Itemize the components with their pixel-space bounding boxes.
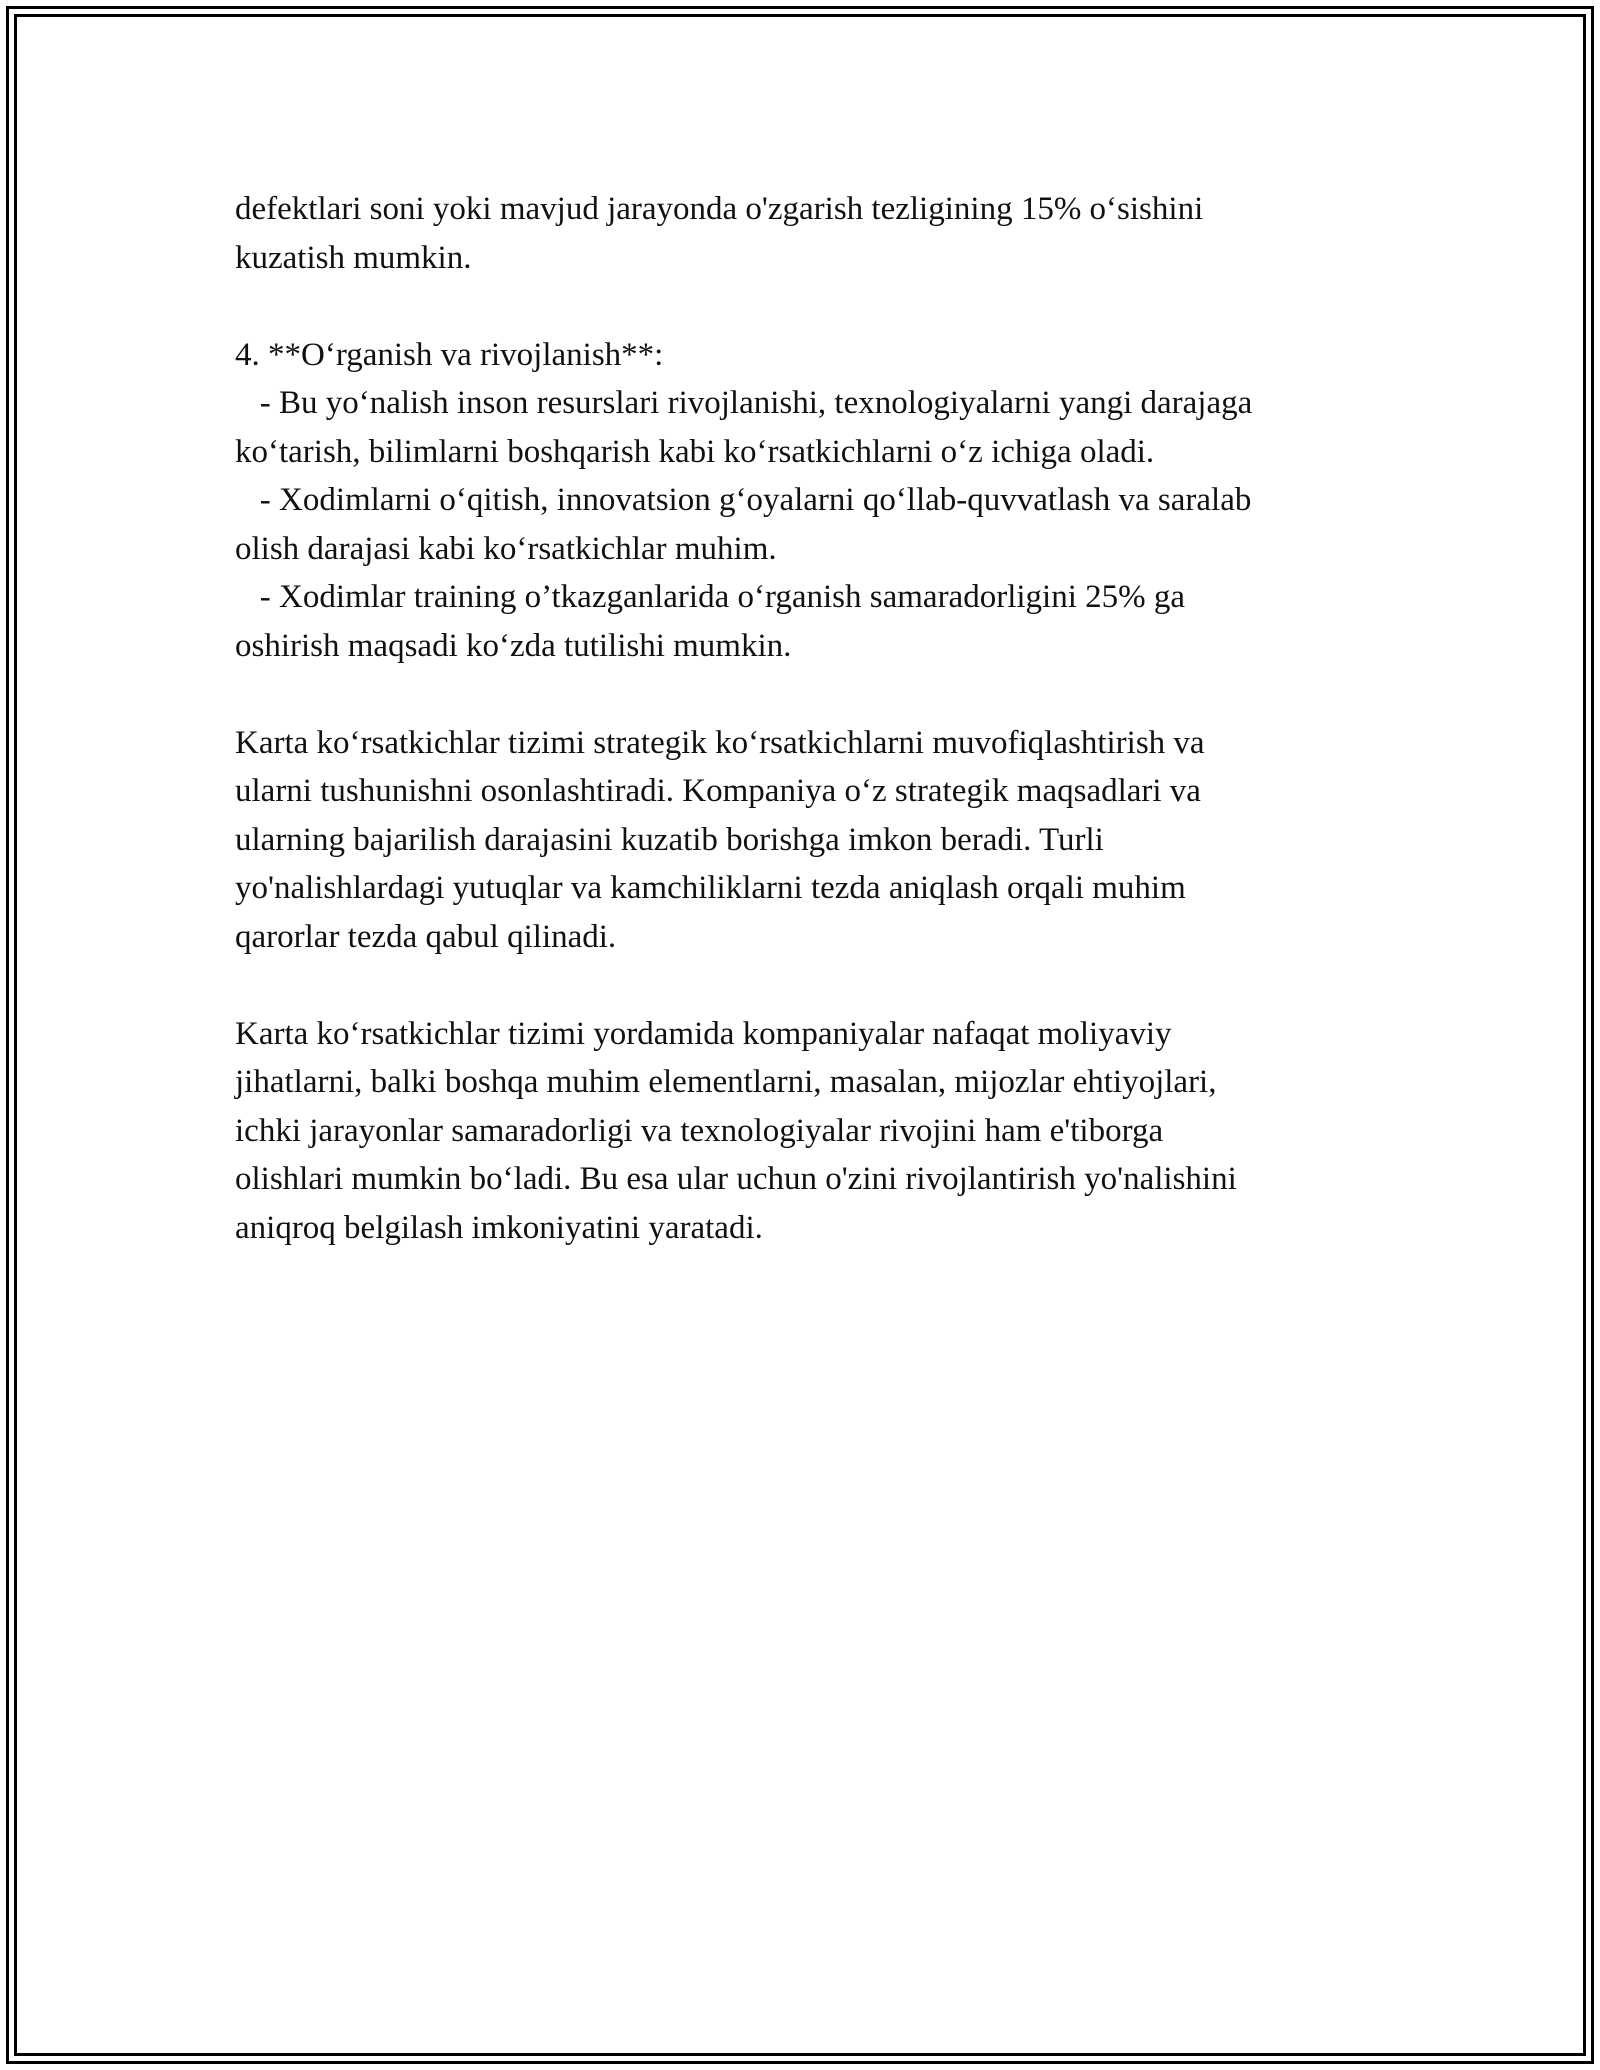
paragraph-summary-1 (235, 719, 1375, 962)
text-line: qarorlar tezda qabul qilinadi. (235, 918, 617, 955)
text-line: defektlari soni yoki mavjud jarayonda o'zgarish tezligining 15% o‘sishini (235, 191, 1204, 227)
text-line: jihatlarni, balki boshqa muhim elementlarni, masalan, mijozlar ehtiyojlari, (235, 1064, 1217, 1100)
paragraph-spacer (235, 670, 1375, 719)
text-line: Karta ko‘rsatkichlar tizimi yordamida kompaniyalar nafaqat moliyaviy (235, 1015, 1172, 1052)
paragraph-spacer (235, 282, 1375, 331)
text-line: kuzatish mumkin. (235, 239, 472, 276)
text-line: olishlari mumkin bo‘ladi. Bu esa ular uchun o'zini rivojlantirish yo'nalishini (235, 1161, 1237, 1197)
text-line: ko‘tarish, bilimlarni boshqarish kabi ko‘rsatkichlarni o‘z ichiga oladi. (235, 433, 1155, 470)
paragraph-spacer (235, 961, 1375, 1010)
text-line: yo'nalishlardagi yutuqlar va kamchiliklarni tezda aniqlash orqali muhim (235, 870, 1186, 906)
text-line: olish darajasi kabi ko‘rsatkichlar muhim. (235, 530, 777, 567)
text-line: ularni tushunishni osonlashtiradi. Kompaniya o‘z strategik maqsadlari va (235, 773, 1201, 809)
bullet-line: - Xodimlarni o‘qitish, innovatsion g‘oyalarni qo‘llab-quvvatlash va saralab (235, 482, 1252, 518)
section-heading: 4. **O‘rganish va rivojlanish**: (235, 336, 664, 373)
text-line: ularning bajarilish darajasini kuzatib borishga imkon beradi. Turli (235, 821, 1104, 858)
text-line: ichki jarayonlar samaradorligi va texnologiyalar rivojini ham e'tiborga (235, 1112, 1164, 1149)
document-body (235, 185, 1375, 1252)
text-line: aniqroq belgilash imkoniyatini yaratadi. (235, 1209, 763, 1246)
text-line: Karta ko‘rsatkichlar tizimi strategik ko‘rsatkichlarni muvofiqlashtirish va (235, 724, 1205, 761)
text-line: oshirish maqsadi ko‘zda tutilishi mumkin. (235, 627, 792, 664)
bullet-line: - Xodimlar training o’tkazganlarida o‘rganish samaradorligini 25% ga (235, 579, 1186, 615)
section-learning-growth (235, 331, 1375, 671)
bullet-line: - Bu yo‘nalish inson resurslari rivojlanishi, texnologiyalarni yangi darajaga (235, 385, 1253, 421)
paragraph-continuation (235, 185, 1375, 282)
paragraph-summary-2 (235, 1010, 1375, 1253)
